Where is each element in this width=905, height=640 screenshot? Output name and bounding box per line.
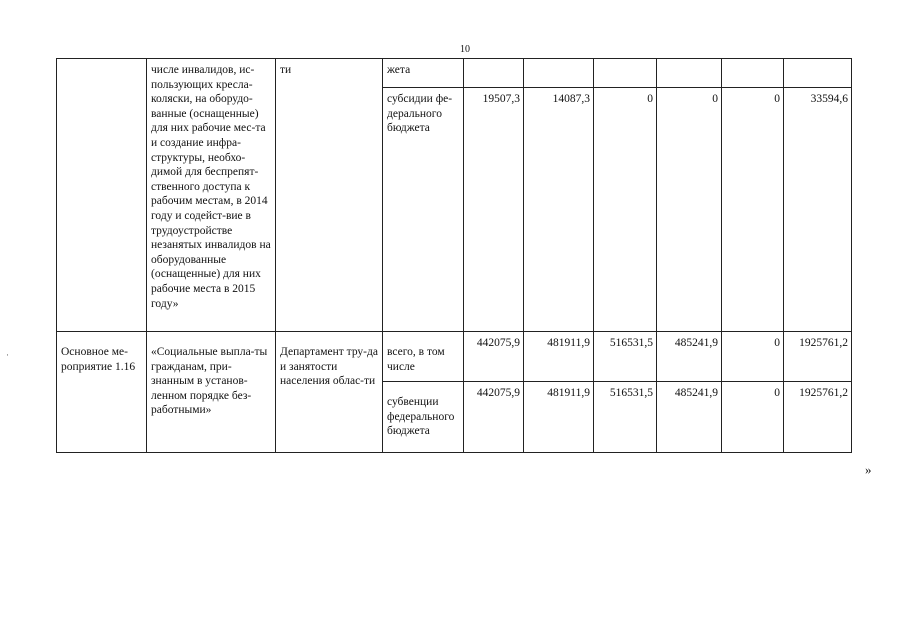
- funding-source-cell: всего, в том числе: [383, 332, 464, 382]
- value-2018: [722, 59, 784, 88]
- value-2015: 481911,9: [524, 332, 594, 382]
- margin-mark: ·: [6, 350, 9, 360]
- closing-quote: »: [865, 462, 872, 477]
- table-row: [57, 332, 852, 382]
- value-2014: 442075,9: [464, 332, 524, 382]
- value-2014: [464, 59, 524, 88]
- value-2016: [594, 59, 657, 88]
- page-number: 10: [460, 44, 470, 55]
- budget-table: [56, 58, 852, 453]
- table-row: [57, 59, 852, 88]
- measure-cell: [57, 59, 147, 332]
- value-2018: 0: [722, 382, 784, 453]
- value-total: 33594,6: [784, 88, 852, 332]
- executor-cell: Департамент тру-да и занятости населения облас-ти: [276, 332, 383, 453]
- value-2014: 19507,3: [464, 88, 524, 332]
- value-2018: 0: [722, 332, 784, 382]
- value-2018: 0: [722, 88, 784, 332]
- value-2016: 516531,5: [594, 332, 657, 382]
- value-2016: 516531,5: [594, 382, 657, 453]
- value-2016: 0: [594, 88, 657, 332]
- value-2017: 0: [657, 88, 722, 332]
- funding-source-cell: субвенции федерального бюджета: [383, 382, 464, 453]
- value-2017: 485241,9: [657, 382, 722, 453]
- value-2017: [657, 59, 722, 88]
- value-2017: 485241,9: [657, 332, 722, 382]
- value-2014: 442075,9: [464, 382, 524, 453]
- funding-source-cell: субсидии фе-дерального бюджета: [383, 88, 464, 332]
- funding-source-cell: жета: [383, 59, 464, 88]
- description-cell: «Социальные выпла-ты гражданам, при-знанным в установ-ленном порядке без-работными»: [147, 332, 276, 453]
- value-total: 1925761,2: [784, 332, 852, 382]
- value-2015: 481911,9: [524, 382, 594, 453]
- value-total: [784, 59, 852, 88]
- executor-cell: ти: [276, 59, 383, 332]
- value-2015: 14087,3: [524, 88, 594, 332]
- description-cell: числе инвалидов, ис-пользующих кресла-коляски, на оборудо-ванные (оснащенные) для них рабочие мес-та и создание инфра-структуры, необхо-димой для беспрепят-ственного доступа к рабочим местам, в 2014 году и содейст-вие в трудоустройстве незанятых инвалидов на оборудованные (оснащенные) для них рабочие места в 2015 году»: [147, 59, 276, 332]
- measure-cell: Основное ме-роприятие 1.16: [57, 332, 147, 453]
- value-2015: [524, 59, 594, 88]
- value-total: 1925761,2: [784, 382, 852, 453]
